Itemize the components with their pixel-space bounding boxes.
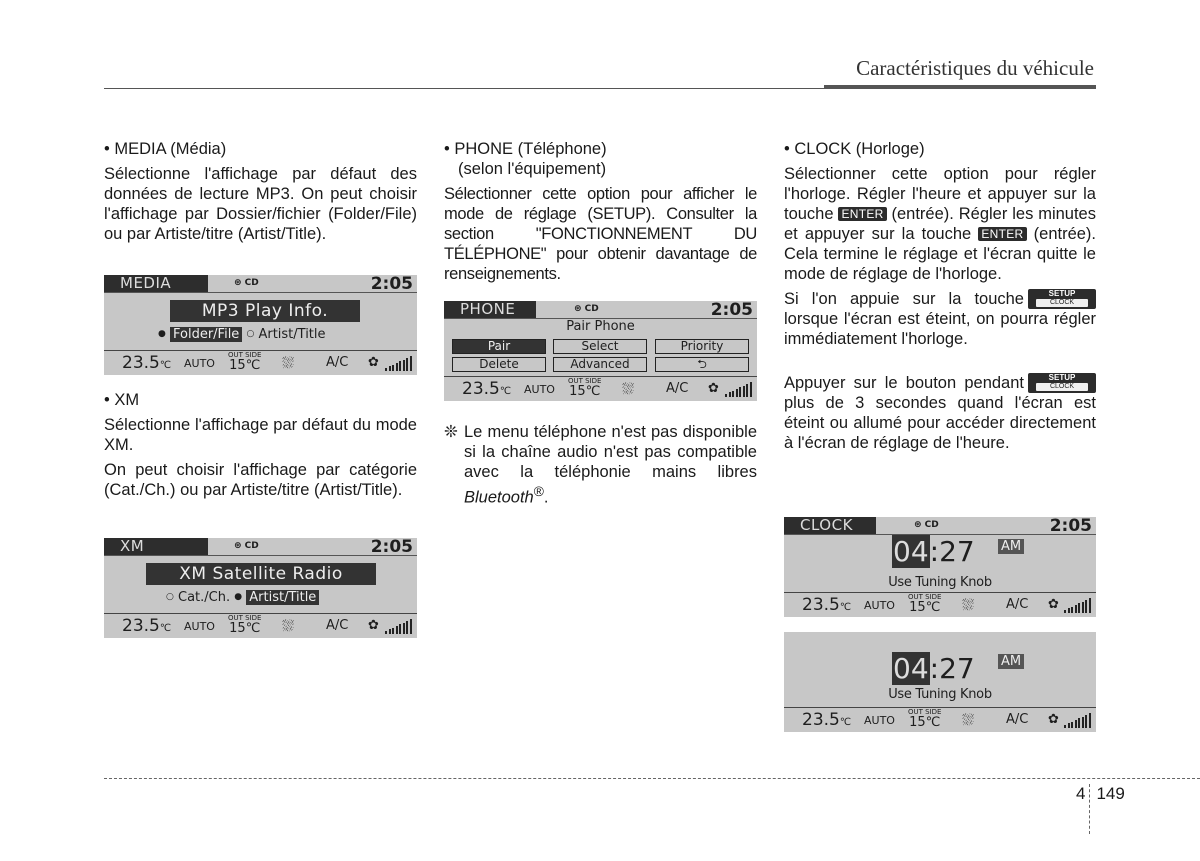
ac-label: A/C [1006,712,1029,727]
priority-button: Priority [655,339,749,354]
xm-text-1: Sélectionne l'affichage par défaut du mode XM. [104,416,417,454]
setup-clock-key-icon: SETUP CLOCK [1028,289,1096,309]
bluetooth-cd-icon: ⊛ CD [574,304,599,314]
fan-level-bar [399,624,401,634]
note-asterisk-icon: ❊ [444,423,458,441]
bluetooth-cd-icon: ⊛ CD [234,541,259,551]
radio-empty-icon: ○ [246,329,255,339]
fan-level-bars-icon [1064,712,1092,728]
fan-level-bar [1085,715,1087,728]
pair-phone-label: Pair Phone [566,319,635,334]
fan-level-bar [1071,607,1073,613]
airflow-mode-icon: ⛆ [282,354,295,372]
outside-temperature: OUT SIDE 15℃ [568,377,602,399]
mp3-info-box: MP3 Play Info. [170,300,360,322]
fan-level-bar [750,382,752,397]
media-display [104,275,417,375]
climate-bar [784,707,1096,732]
set-temperature: 23.5℃ [122,616,172,636]
outside-temperature: OUT SIDE 15℃ [908,708,942,730]
fan-level-bar [403,360,405,372]
set-temperature: 23.5℃ [802,595,852,615]
fan-level-bar [736,389,738,397]
tuning-hint: Use Tuning Knob [888,687,992,702]
xm-info-box: XM Satellite Radio [146,563,376,585]
clock-hours: 04 [893,535,929,568]
display-time: 2:05 [370,275,413,294]
phone-note [444,412,757,508]
fan-level-bar [1064,725,1066,728]
media-options [158,327,326,342]
display-time: 2:05 [1049,517,1092,536]
fan-level-bar [385,368,387,371]
display-top-bar [104,275,417,293]
pair-button: Pair [452,339,546,354]
outside-temperature: OUT SIDE 15℃ [228,351,262,373]
fan-level-bar [406,621,408,634]
fan-level-bar [389,629,391,634]
xm-text-2: On peut choisir l'affichage par catégorie (Cat./Ch.) ou par Artiste/titre (Artist/Title). [104,461,417,499]
note-text: Le menu téléphone n'est pas disponible si la chaîne audio n'est pas compatible avec la téléphonie mains libres Bluetooth®. [464,423,757,507]
display-top-bar [104,538,417,556]
page-number [1076,784,1125,834]
fan-level-bar [1071,722,1073,728]
fan-level-bar [1068,608,1070,613]
auto-label: AUTO [864,714,895,727]
fan-level-bar [1075,605,1077,613]
fan-level-bar [729,392,731,397]
column-media-xm [104,139,417,249]
column-xm [104,390,417,505]
fan-level-bar [410,356,412,371]
fan-level-bar [1085,600,1087,613]
ac-label: A/C [326,355,349,370]
phone-subheading: (selon l'équipement) [458,160,607,178]
fan-level-bar [725,394,727,397]
fan-level-bar [396,363,398,371]
advanced-button: Advanced [553,357,647,372]
climate-bar [104,613,417,638]
radio-selected-icon: ● [234,592,243,602]
fan-level-bar [406,358,408,371]
fan-level-bar [1078,718,1080,728]
climate-bar [784,592,1096,617]
back-arrow-icon: ⮌ [655,357,749,372]
set-temperature: 23.5℃ [462,379,512,399]
media-text: Sélectionne l'affichage par défaut des données de lecture MP3. On peut choisir l'affichage par Dossier/fichier (Folder/File) ou par Artiste/titre (Artist/Title). [104,165,417,243]
climate-bar [444,376,757,401]
fan-level-bar [1078,603,1080,613]
display-time: 2:05 [370,538,413,557]
fan-level-bar [732,391,734,397]
auto-label: AUTO [524,383,555,396]
fan-level-bar [399,361,401,371]
fan-icon: ✿ [368,618,379,633]
clock-minutes: 27 [939,535,975,568]
clock-hours: 04 [893,652,929,685]
phone-text: Sélectionner cette option pour afficher le mode de réglage (SETUP). Consulter la section "FONCTIONNEMENT DU TÉLÉPHONE" pour obtenir davantage de renseignements. [444,185,757,283]
display-title: CLOCK [784,517,876,534]
chapter-number: 4 [1076,784,1086,803]
display-top-bar [444,301,757,319]
fan-level-bar [1089,598,1091,613]
fan-level-bar [1082,602,1084,614]
fan-level-bar [1064,610,1066,613]
select-button: Select [553,339,647,354]
auto-label: AUTO [184,357,215,370]
auto-label: AUTO [184,620,215,633]
climate-bar [104,350,417,375]
bluetooth-cd-icon: ⊛ CD [234,278,259,288]
xm-heading: • XM [104,391,140,409]
fan-level-bar [403,623,405,635]
clock-value: 04:27 [893,535,975,568]
am-pm-badge: AM [998,654,1024,669]
fan-level-bar [743,386,745,398]
airflow-mode-icon: ⛆ [622,380,635,398]
header-rule-accent [824,85,1096,89]
display-time: 2:05 [710,301,753,320]
clock-display-direct [784,632,1096,732]
bluetooth-cd-icon: ⊛ CD [914,520,939,530]
fan-level-bars-icon [1064,597,1092,613]
fan-level-bar [739,387,741,397]
fan-level-bar [746,384,748,397]
column-phone [444,139,757,289]
fan-icon: ✿ [1048,597,1059,612]
fan-level-bar [410,619,412,634]
clock-paragraph-2: SETUP CLOCK Si l'on appuie sur la touche lorsque l'écran est éteint, on pourra régler immédiatement l'horloge. [784,289,1096,348]
footer-rule [104,778,1200,779]
ac-label: A/C [1006,597,1029,612]
page-number-value: 149 [1096,784,1125,803]
option-cat-ch: Cat./Ch. [178,590,231,605]
fan-level-bars-icon [725,381,753,397]
option-artist-title: Artist/Title [246,590,319,605]
fan-level-bar [1075,720,1077,728]
enter-key-icon: ENTER [838,207,886,221]
fan-level-bar [389,366,391,371]
option-artist-title: Artist/Title [258,327,326,342]
set-temperature: 23.5℃ [802,710,852,730]
am-pm-badge: AM [998,539,1024,554]
option-folder-file: Folder/File [170,327,242,342]
fan-level-bar [1082,717,1084,729]
clock-heading: • CLOCK (Horloge) [784,140,925,158]
fan-level-bar [385,631,387,634]
xm-options [166,590,319,605]
ac-label: A/C [666,381,689,396]
media-heading: • MEDIA (Média) [104,140,227,158]
fan-icon: ✿ [708,381,719,396]
fan-icon: ✿ [368,355,379,370]
airflow-mode-icon: ⛆ [962,596,975,614]
airflow-mode-icon: ⛆ [282,617,295,635]
xm-display [104,538,417,638]
display-top-bar [784,517,1096,535]
airflow-mode-icon: ⛆ [962,711,975,729]
phone-heading: • PHONE (Téléphone) [444,140,607,158]
fan-level-bar [396,626,398,634]
auto-label: AUTO [864,599,895,612]
outside-temperature: OUT SIDE 15℃ [908,593,942,615]
fan-level-bar [392,628,394,634]
display-title: MEDIA [104,275,208,292]
setup-clock-key-icon: SETUP CLOCK [1028,373,1096,393]
set-temperature: 23.5℃ [122,353,172,373]
clock-minutes: 27 [939,652,975,685]
radio-selected-icon: ● [158,329,166,339]
phone-display [444,301,757,401]
column-clock [784,139,1096,458]
fan-level-bar [1089,713,1091,728]
fan-level-bar [392,365,394,371]
fan-level-bars-icon [385,355,413,371]
clock-value: 04:27 [893,652,975,685]
enter-key-icon: ENTER [978,227,1026,241]
display-title: XM [104,538,208,555]
delete-button: Delete [452,357,546,372]
fan-level-bar [1068,723,1070,728]
fan-level-bars-icon [385,618,413,634]
fan-icon: ✿ [1048,712,1059,727]
clock-paragraph-1: Sélectionner cette option pour régler l'horloge. Régler l'heure et appuyer sur la touche ENTER (entrée). Régler les minutes et appuyer sur la touche ENTER (entrée). Cela termine le réglage et l'écran quitte le mode de réglage de l'horloge. [784,165,1097,283]
header-title: Caractéristiques du véhicule [856,56,1094,80]
display-title: PHONE [444,301,536,318]
radio-empty-icon: ○ [166,592,174,602]
outside-temperature: OUT SIDE 15℃ [228,614,262,636]
tuning-hint: Use Tuning Knob [888,575,992,590]
ac-label: A/C [326,618,349,633]
clock-paragraph-3: SETUP CLOCK Appuyer sur le bouton pendant plus de 3 secondes quand l'écran est éteint ou allumé pour accéder directement à l'écran de réglage de l'heure. [784,373,1096,452]
clock-display-setup [784,517,1096,617]
